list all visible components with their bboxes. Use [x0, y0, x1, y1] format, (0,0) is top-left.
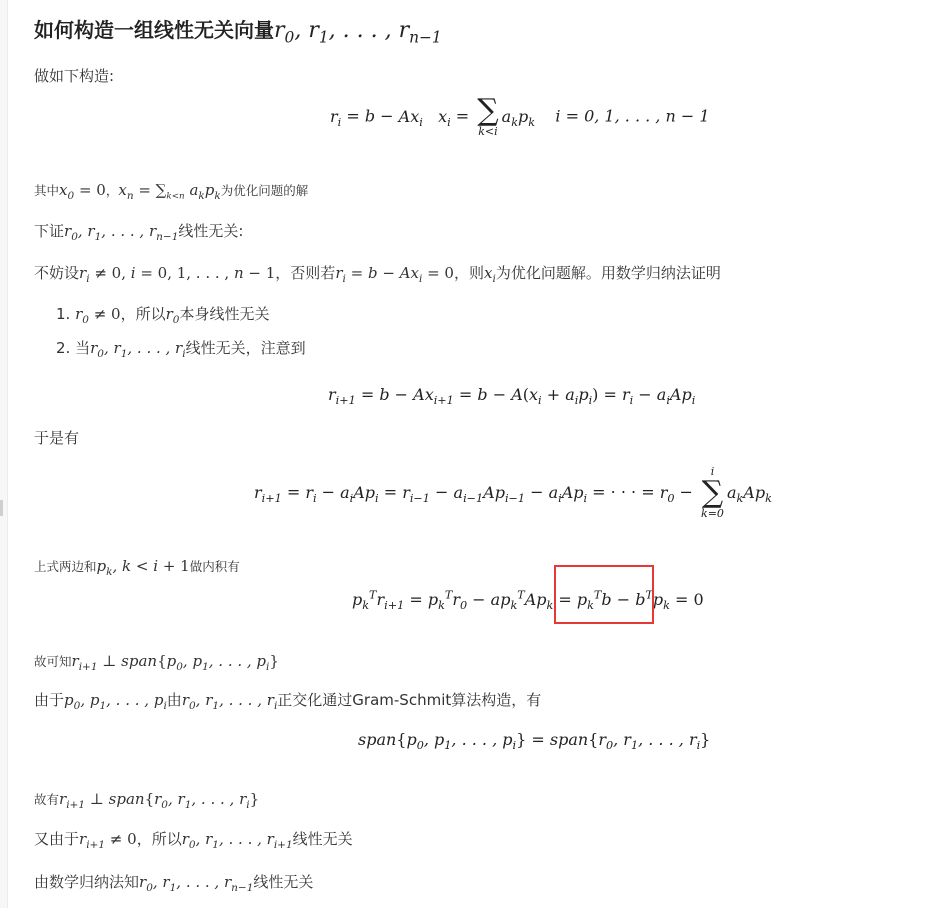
equation-residual-update: $r_{i+1} = b - Ax_{i+1} = b - A(x_i + a_ip_i) = r_i - a_iAp_i$	[328, 385, 696, 408]
article-content	[34, 0, 934, 908]
list-item: 2. 当$r_0$, $r_1$, . . . , $r_i$线性无关，注意到	[56, 339, 306, 360]
paragraph-prove: 下证$r_0$, $r_1$, . . . , $r_{n-1}$线性无关:	[34, 222, 244, 243]
list-item: 1. $r_0 \ne 0$，所以$r_0$本身线性无关	[56, 305, 270, 326]
equation-index-range: i = 0, 1, . . . , n − 1	[555, 106, 710, 126]
paragraph-inner-product: 上式两边和$p_k$, k < i + 1做内积有	[34, 557, 240, 578]
paragraph-nonzero: 又由于$r_{i+1} \ne 0$，所以$r_0$, $r_1$, . . . , $r_{i+1}$线性无关	[34, 830, 353, 851]
paragraph-where: 其中$x_0 = 0$，$x_n = \sum_{k<n}$ $a_kp_k$为优化问题的解	[34, 181, 309, 202]
paragraph-gram-schmidt: 由于$p_0$, $p_1$, . . . , $p_i$由$r_0$, $r_1$, . . . , $r_i$正交化通过Gram-Schmit算法构造，有	[34, 691, 542, 712]
paragraph-orthogonal-r: 故有$r_{i+1}$ ⊥ $span\{r_0$, $r_1$, . . . , $r_i$}	[34, 790, 260, 811]
paragraph-thus: 于是有	[34, 429, 80, 447]
equation-inner-product: $p_k^Tr_{i+1} = p_k^Tr_0 - ap_k^TAp_k = p_k^Tb - b^Tp_k = 0$	[352, 588, 704, 613]
equation-residual-expansion: $r_{i+1} = r_i - a_iAp_i = r_{i-1} - a_{i-1}Ap_{i-1} - a_iAp_i$ = · · · = $r_0$ − i ∑ k=0 $a_kAp_k$	[254, 465, 772, 520]
equation-construction: $r_i = b - Ax_i$ $x_i$ = ∑ k<i $a_kp_k$ i = 0, 1, . . . , n − 1	[330, 93, 710, 138]
equation-span-equal: $span\{p_0$, $p_1$, . . . , $p_i$} = $span\{r_0$, $r_1$, . . . , $r_i$}	[358, 730, 711, 753]
scroll-marker	[0, 500, 3, 516]
left-gutter	[0, 0, 8, 908]
paragraph-conclusion: 由数学归纳法知$r_0$, $r_1$, . . . , $r_{n-1}$线性无关	[34, 873, 314, 894]
paragraph-orthogonal-p: 故可知$r_{i+1}$ ⊥ $span\{p_0$, $p_1$, . . . , $p_i$}	[34, 652, 279, 673]
paragraph-construction: 做如下构造:	[34, 67, 115, 85]
heading-text: 如何构造一组线性无关向量	[34, 18, 274, 42]
paragraph-assume: 不妨设$r_i \ne 0$, i = 0, 1, . . . , n − 1，否则若$r_i = b - Ax_i = 0$，则$x_i$为优化问题解。用数学归纳法证明	[34, 264, 721, 285]
heading-math: $r_0$, $r_1$, . . . , $r_{n-1}$	[274, 18, 442, 47]
highlight-box	[554, 565, 654, 624]
article-heading	[34, 18, 442, 47]
